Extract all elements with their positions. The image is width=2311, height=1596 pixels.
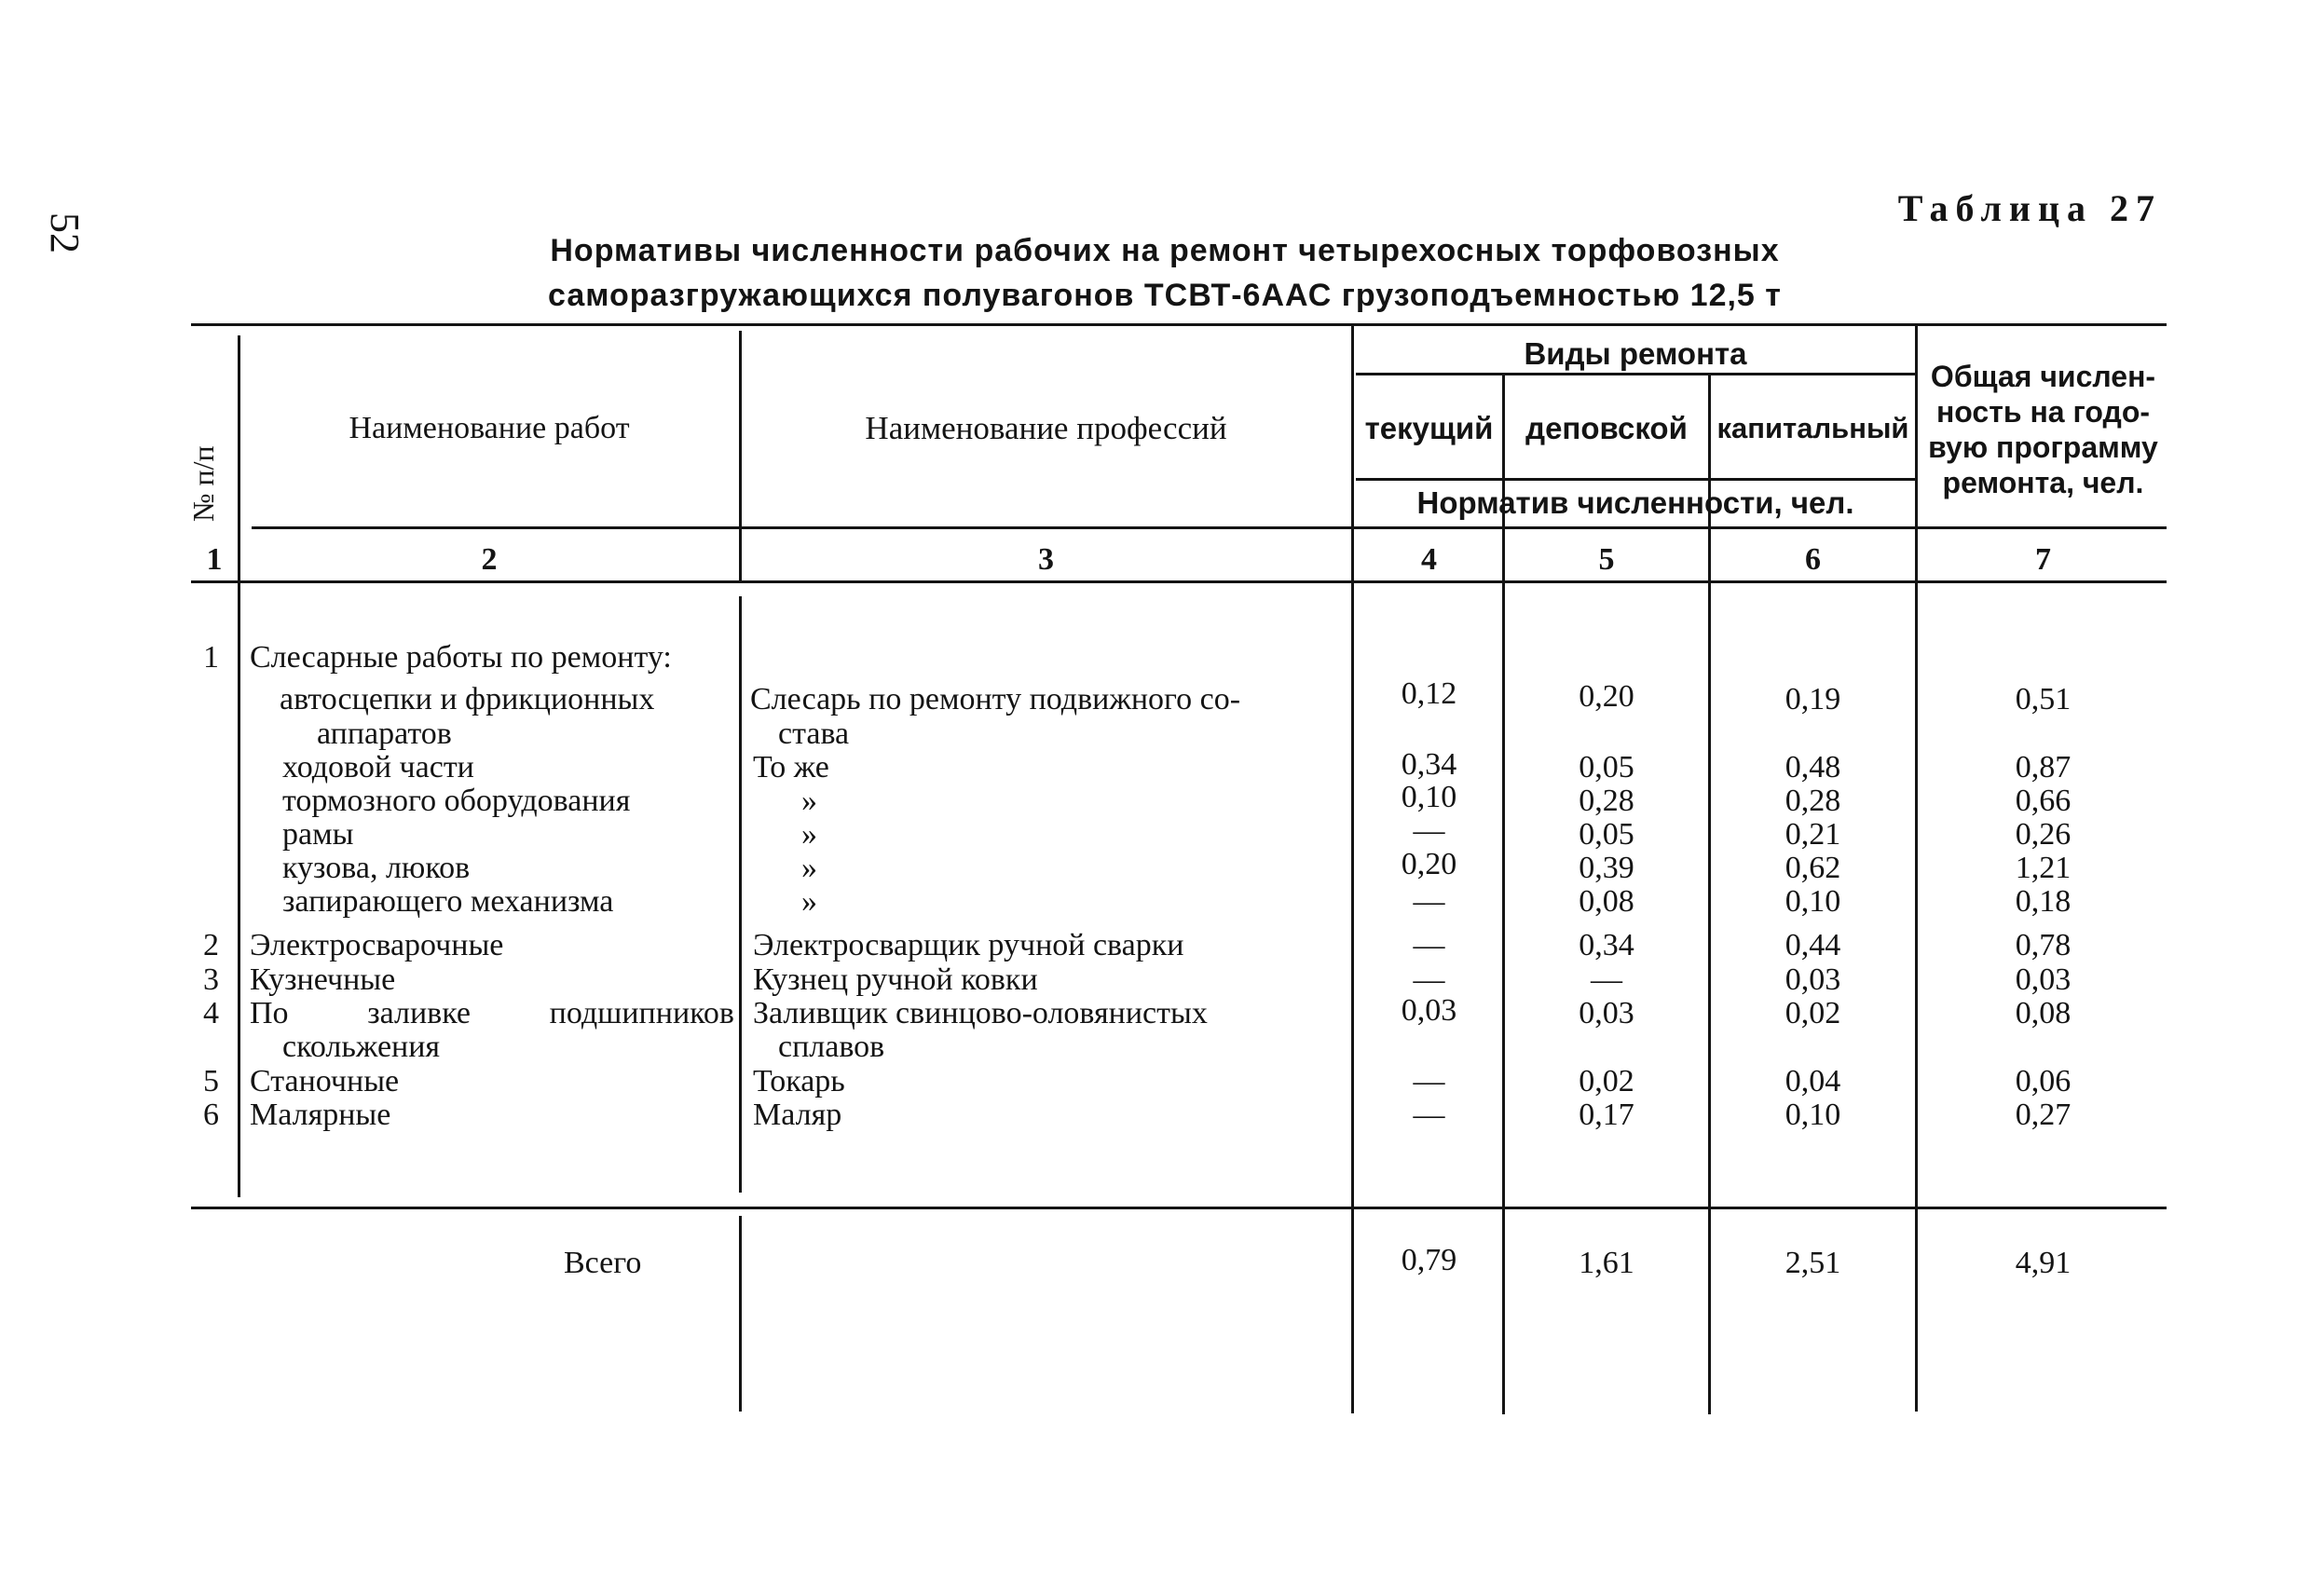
norm-depot: 0,05 — [1579, 750, 1634, 784]
norm-current: — — [1413, 962, 1445, 997]
norm-depot: — — [1591, 962, 1622, 997]
work-name-part: подшипников — [549, 996, 734, 1030]
col-divider-3 — [1351, 323, 1354, 1413]
header-work: Наименование работ — [349, 411, 630, 445]
norm-total: 0,66 — [2015, 784, 2072, 818]
work-name-justified — [250, 997, 734, 1030]
total-depot: 1,61 — [1579, 1246, 1634, 1280]
col-divider-6 — [1915, 326, 1918, 1412]
work-name: ходовой части — [282, 750, 474, 784]
norm-capital: 0,21 — [1785, 817, 1841, 852]
work-name: автосцепки и фрикционных — [280, 682, 655, 716]
column-number-3: 3 — [1038, 542, 1054, 577]
norm-capital: 0,04 — [1785, 1064, 1841, 1098]
row-number: 2 — [203, 928, 219, 962]
norm-capital: 0,10 — [1785, 1098, 1841, 1132]
work-name: рамы — [282, 817, 354, 852]
row-number: 3 — [203, 962, 219, 997]
row-number: 5 — [203, 1064, 219, 1098]
col-divider-1 — [238, 335, 240, 1197]
table-title — [522, 228, 1808, 318]
work-name: кузова, люков — [282, 851, 471, 885]
total-current: 0,79 — [1401, 1243, 1457, 1277]
header-norm: Норматив численности, чел. — [1416, 485, 1854, 520]
profession-name: » — [801, 784, 817, 818]
row-number: 4 — [203, 996, 219, 1030]
profession-name: Токарь — [753, 1064, 845, 1098]
header-bottom-rule — [252, 526, 2167, 529]
work-name: Малярные — [250, 1098, 391, 1132]
profession-name: » — [801, 884, 817, 919]
col-divider-2-total — [739, 1216, 742, 1412]
profession-name: Кузнец ручной ковки — [753, 962, 1038, 997]
header-profession: Наименование профессий — [865, 410, 1227, 446]
norm-capital: 0,28 — [1785, 784, 1841, 818]
norm-capital: 0,03 — [1785, 962, 1841, 997]
norm-depot: 0,39 — [1579, 851, 1634, 885]
work-name: скольжения — [282, 1030, 441, 1064]
norm-total: 0,08 — [2015, 996, 2072, 1030]
body-bottom-rule — [191, 1207, 2167, 1209]
norm-capital: 0,44 — [1785, 928, 1841, 962]
column-numbers-rule — [191, 580, 2167, 583]
header-repair-types: Виды ремонта — [1524, 336, 1747, 371]
norm-current: — — [1413, 813, 1445, 848]
profession-name: Заливщик свинцово-оловянистых — [753, 996, 1208, 1030]
work-name: запирающего механизма — [282, 884, 614, 919]
header-depot: деповской — [1525, 411, 1688, 445]
column-number-2: 2 — [481, 542, 498, 577]
norm-depot: 0,28 — [1579, 784, 1634, 818]
norm-total: 0,26 — [2015, 817, 2072, 852]
norm-current: — — [1413, 928, 1445, 962]
header-total — [1920, 359, 2167, 500]
header-total-line-1: Общая числен- — [1930, 360, 2156, 393]
norm-capital: 0,48 — [1785, 750, 1841, 784]
profession-name: Слесарь по ремонту подвижного со- — [750, 682, 1241, 716]
page-number: 52 — [42, 212, 88, 253]
profession-name: » — [801, 817, 817, 852]
norm-current: 0,03 — [1401, 993, 1457, 1028]
norm-current: 0,20 — [1401, 847, 1457, 881]
norm-current: 0,12 — [1401, 676, 1457, 711]
table-label: Таблица 27 — [1897, 187, 2162, 229]
total-overall: 4,91 — [2015, 1246, 2072, 1280]
norm-total: 0,78 — [2015, 928, 2072, 962]
profession-name: Электросварщик ручной сварки — [753, 928, 1184, 962]
norm-current: — — [1413, 884, 1445, 919]
norm-current: 0,10 — [1401, 780, 1457, 814]
norm-capital: 0,19 — [1785, 682, 1841, 716]
work-name: Электросварочные — [250, 928, 504, 962]
norm-depot: 0,08 — [1579, 884, 1634, 919]
total-capital: 2,51 — [1785, 1246, 1841, 1280]
title-line-1: Нормативы численности рабочих на ремонт четырехосных торфовозных — [550, 233, 1780, 268]
work-name: аппаратов — [317, 716, 452, 751]
norm-rule — [1356, 478, 1915, 481]
row-number: 1 — [203, 640, 219, 675]
norm-current: — — [1413, 1064, 1445, 1098]
norm-depot: 0,02 — [1579, 1064, 1634, 1098]
work-name: Станочные — [250, 1064, 400, 1098]
header-total-line-2: ность на годо- — [1935, 395, 2151, 429]
norm-capital: 0,02 — [1785, 996, 1841, 1030]
header-total-line-3: вую программу — [1928, 430, 2158, 464]
work-name: Слесарные работы по ремонту: — [250, 640, 672, 675]
repair-types-rule — [1356, 373, 1915, 375]
norm-depot: 0,17 — [1579, 1098, 1634, 1132]
table-top-rule — [191, 323, 2167, 326]
profession-name: Маляр — [753, 1098, 842, 1132]
column-number-5: 5 — [1598, 542, 1615, 577]
title-line-2: саморазгружающихся полувагонов ТСВТ-6ААС грузоподъемностью 12,5 т — [548, 278, 1782, 313]
norm-total: 1,21 — [2015, 851, 2072, 885]
header-capital: капитальный — [1716, 412, 1909, 444]
col-divider-2-body — [739, 596, 742, 1193]
work-name-part: заливке — [367, 996, 472, 1030]
norm-depot: 0,20 — [1579, 679, 1634, 714]
work-name-part: По — [250, 996, 289, 1030]
work-name: Кузнечные — [250, 962, 396, 997]
norm-total: 0,03 — [2015, 962, 2072, 997]
column-number-1: 1 — [206, 542, 223, 577]
norm-current: — — [1413, 1098, 1445, 1132]
header-current: текущий — [1364, 411, 1494, 445]
col-divider-2 — [739, 331, 742, 582]
column-number-6: 6 — [1805, 542, 1821, 577]
norm-capital: 0,10 — [1785, 884, 1841, 919]
norm-current: 0,34 — [1401, 747, 1457, 782]
profession-name: То же — [753, 750, 829, 784]
norm-total: 0,18 — [2015, 884, 2072, 919]
row-number: 6 — [203, 1098, 219, 1132]
header-total-line-4: ремонта, чел. — [1942, 466, 2144, 499]
column-number-7: 7 — [2035, 542, 2051, 577]
norm-depot: 0,34 — [1579, 928, 1634, 962]
norm-total: 0,51 — [2015, 682, 2072, 716]
profession-name: » — [801, 851, 817, 885]
norm-depot: 0,03 — [1579, 996, 1634, 1030]
header-num: № п/п — [186, 445, 220, 522]
norm-total: 0,27 — [2015, 1098, 2072, 1132]
work-name: тормозного оборудования — [282, 784, 631, 818]
totals-label: Всего — [564, 1246, 642, 1280]
norm-total: 0,06 — [2015, 1064, 2072, 1098]
profession-name: става — [778, 716, 850, 751]
norm-depot: 0,05 — [1579, 817, 1634, 852]
profession-name: сплавов — [778, 1030, 885, 1064]
norm-total: 0,87 — [2015, 750, 2072, 784]
column-number-4: 4 — [1421, 542, 1437, 577]
norm-capital: 0,62 — [1785, 851, 1841, 885]
